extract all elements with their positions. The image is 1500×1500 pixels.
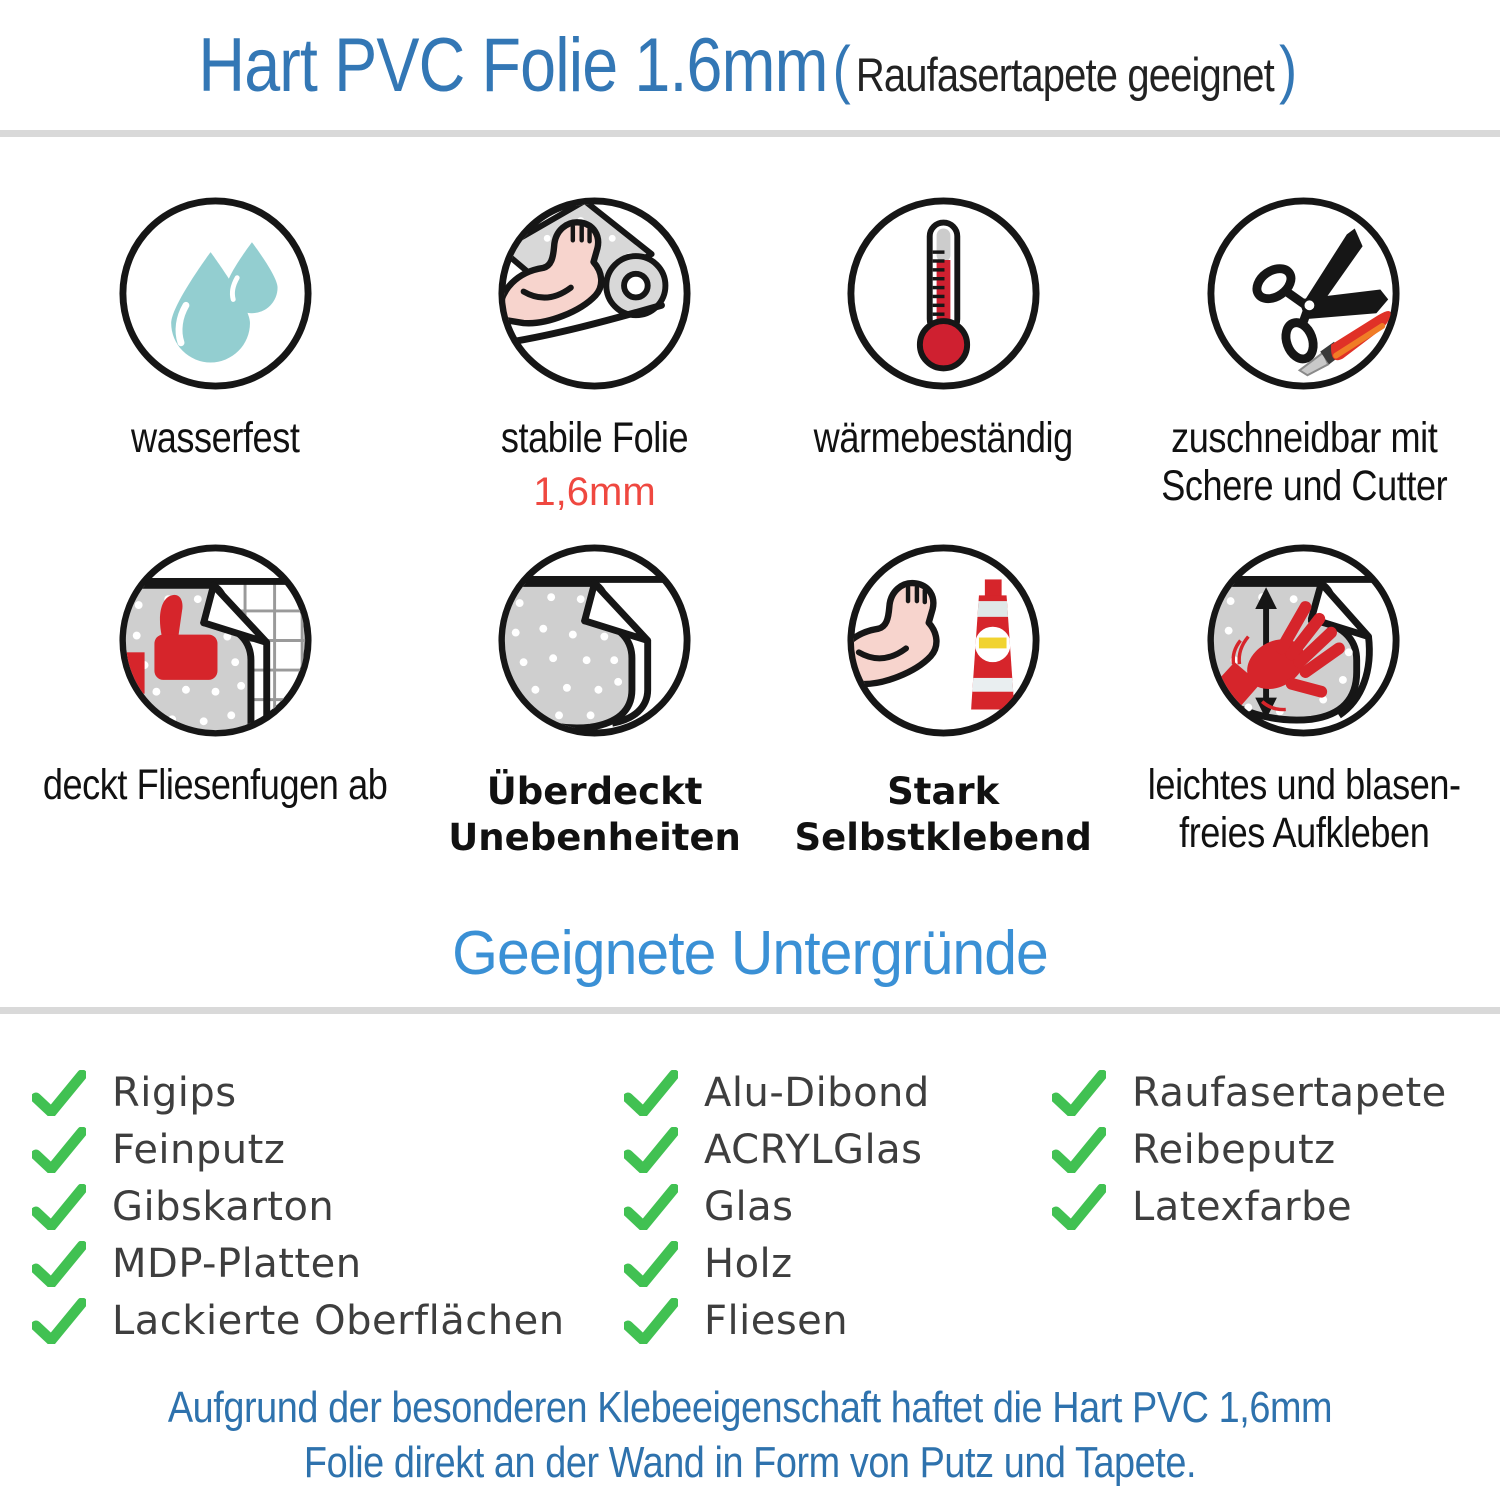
- surface-label: Gibskarton: [112, 1184, 335, 1230]
- glue-strength-icon: [845, 542, 1042, 739]
- water-drops-icon: [117, 195, 314, 392]
- bubble-free-icon: [1205, 542, 1402, 739]
- footer-line-2: Folie direkt an der Wand in Form von Putz und Tapete.: [303, 1437, 1197, 1487]
- list-item: [624, 1184, 1052, 1230]
- header: [0, 0, 1500, 130]
- feature-bubble-free: [1118, 542, 1490, 889]
- feature-cuttable: [1118, 195, 1490, 542]
- feature-waterproof: [10, 195, 420, 542]
- page-title: [198, 22, 1302, 109]
- thermometer-icon: [845, 195, 1042, 392]
- surface-label: Alu-Dibond: [704, 1070, 930, 1116]
- title-paren-open: (: [832, 32, 851, 105]
- cover-bumps-icon: [496, 542, 693, 739]
- surfaces-column-3: [1052, 1070, 1447, 1355]
- list-item: [1052, 1184, 1447, 1230]
- title-subtitle: Raufasertapete geeignet: [855, 47, 1274, 101]
- feature-label: wärmebeständig: [813, 414, 1073, 462]
- check-icon: [32, 1070, 86, 1116]
- surface-label: Raufasertapete: [1132, 1070, 1447, 1116]
- surface-label: ACRYLGlas: [704, 1127, 923, 1173]
- list-item: [1052, 1127, 1447, 1173]
- feature-label: stabile Folie: [500, 414, 689, 462]
- check-icon: [32, 1241, 86, 1287]
- surface-label: Fliesen: [704, 1298, 849, 1344]
- footer-note: [105, 1381, 1395, 1490]
- check-icon: [624, 1127, 678, 1173]
- feature-cover-bumps: [420, 542, 769, 889]
- title-paren-close: ): [1278, 32, 1297, 105]
- list-item: [1052, 1070, 1447, 1116]
- surfaces-column-2: [624, 1070, 1052, 1355]
- list-item: [624, 1070, 1052, 1116]
- surface-label: Reibeputz: [1132, 1127, 1336, 1173]
- feature-label: deckt Fliesenfugen ab: [42, 761, 388, 809]
- list-item: [624, 1298, 1052, 1344]
- feature-self-adhesive: [769, 542, 1118, 889]
- list-item: [32, 1070, 624, 1116]
- strong-foil-icon: [496, 195, 693, 392]
- check-icon: [1052, 1127, 1106, 1173]
- surface-label: Glas: [704, 1184, 794, 1230]
- surface-label: Feinputz: [112, 1127, 286, 1173]
- footer-line-1: Aufgrund der besonderen Klebeeigenschaft haftet die Hart PVC 1,6mm: [167, 1383, 1333, 1432]
- surface-label: Lackierte Oberflächen: [112, 1298, 565, 1344]
- list-item: [624, 1241, 1052, 1287]
- feature-stable-foil: [420, 195, 769, 542]
- check-icon: [32, 1184, 86, 1230]
- check-icon: [32, 1127, 86, 1173]
- scissors-cutter-icon: [1205, 195, 1402, 392]
- check-icon: [624, 1241, 678, 1287]
- feature-label: Stark Selbstklebend: [794, 770, 1092, 860]
- divider-middle: [0, 1007, 1500, 1014]
- feature-label: wasserfest: [130, 414, 300, 462]
- check-icon: [624, 1184, 678, 1230]
- check-icon: [32, 1298, 86, 1344]
- surface-label: MDP-Platten: [112, 1241, 362, 1287]
- feature-heat-resistant: [769, 195, 1118, 542]
- feature-note: 1,6mm: [533, 470, 656, 515]
- check-icon: [1052, 1070, 1106, 1116]
- check-icon: [624, 1070, 678, 1116]
- title-main: Hart PVC Folie 1.6mm: [198, 22, 828, 108]
- feature-tile-joints: [10, 542, 420, 889]
- surfaces-list: [0, 1070, 1500, 1355]
- divider-top: [0, 130, 1500, 137]
- list-item: [32, 1184, 624, 1230]
- feature-grid: [10, 195, 1490, 889]
- feature-label: leichtes und blasen- freies Aufkleben: [1147, 761, 1461, 858]
- check-icon: [1052, 1184, 1106, 1230]
- surfaces-heading: Geeignete Untergründe: [452, 918, 1048, 988]
- feature-label: Überdeckt Unebenheiten: [448, 770, 741, 860]
- list-item: [32, 1127, 624, 1173]
- surfaces-column-1: [32, 1070, 624, 1355]
- list-item: [624, 1127, 1052, 1173]
- list-item: [32, 1298, 624, 1344]
- surface-label: Holz: [704, 1241, 793, 1287]
- check-icon: [624, 1298, 678, 1344]
- surface-label: Rigips: [112, 1070, 237, 1116]
- list-item: [32, 1241, 624, 1287]
- tile-joints-icon: [117, 542, 314, 739]
- feature-label: zuschneidbar mit Schere und Cutter: [1160, 414, 1447, 511]
- surface-label: Latexfarbe: [1132, 1184, 1353, 1230]
